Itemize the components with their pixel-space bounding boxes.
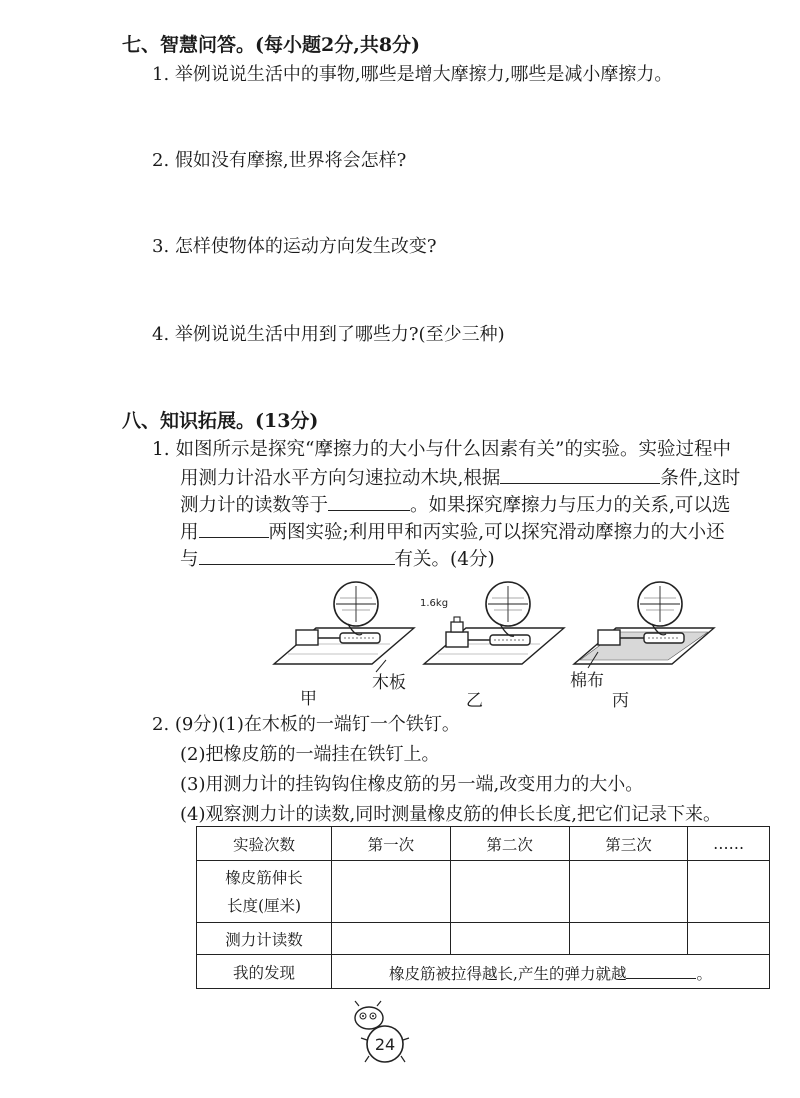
q1-line-3-end: 。如果探究摩擦力与压力的关系,可以选 (410, 495, 731, 516)
section7-question-3: 3. 怎样使物体的运动方向发生改变? (152, 236, 437, 257)
experiment-record-table (196, 826, 770, 989)
q1-line-4-start: 用 (180, 522, 199, 543)
page-number: 24 (374, 1035, 396, 1054)
q1-line-4-end: 两图实验;利用甲和丙实验,可以探究滑动摩擦力的大小还 (268, 522, 725, 543)
table-header-row (197, 827, 770, 861)
table-row-finding (197, 955, 770, 989)
setup-yi-apparatus (424, 582, 564, 664)
section8-heading: 八、知识拓展。(13分) (122, 410, 319, 432)
q1-line-1: 1. 如图所示是探究“摩擦力的大小与什么因素有关”的实验。实验过程中 (152, 439, 731, 460)
header-trial-count: 实验次数 (197, 827, 332, 861)
q1-line-3-start: 测力计的读数等于 (180, 495, 329, 516)
q1-line-2 (180, 463, 740, 492)
section7-heading: 七、智慧问答。(每小题2分,共8分) (122, 34, 421, 56)
finding-text: 橡皮筋被拉得越长,产生的弹力就越 (389, 964, 627, 983)
setup-jia-apparatus (274, 582, 414, 664)
table-row-stretch (197, 861, 770, 923)
section7-question-1: 1. 举例说说生活中的事物,哪些是增大摩擦力,哪些是减小摩擦力。 (152, 64, 673, 85)
cell-force-2[interactable] (450, 923, 569, 955)
caption-jia: 甲 (300, 689, 317, 709)
cell-stretch-3[interactable] (569, 861, 688, 923)
answer-blank-reading[interactable] (328, 490, 410, 511)
header-ellipsis: …… (688, 827, 770, 861)
cell-force-4[interactable] (688, 923, 770, 955)
section7-question-2: 2. 假如没有摩擦,世界将会怎样? (152, 150, 407, 171)
row-label-force-reading: 测力计读数 (197, 923, 332, 955)
header-third: 第三次 (569, 827, 688, 861)
q2-step-3: (3)用测力计的挂钩钩住橡皮筋的另一端,改变用力的大小。 (180, 774, 644, 795)
cell-force-3[interactable] (569, 923, 688, 955)
q1-line-5-end: 有关。(4分) (394, 549, 495, 570)
table-row-force (197, 923, 770, 955)
weight-label: 1.6kg (420, 598, 449, 609)
q1-line-3 (180, 490, 730, 519)
friction-experiment-figure (268, 580, 788, 680)
caption-yi: 乙 (466, 691, 483, 711)
answer-blank-condition[interactable] (500, 463, 660, 484)
answer-blank-finding[interactable] (626, 960, 696, 979)
row-label-finding: 我的发现 (197, 955, 332, 989)
q1-line-5-start: 与 (180, 549, 199, 570)
page-number-badge (345, 1000, 425, 1066)
answer-blank-factor[interactable] (199, 544, 395, 565)
q1-line-5 (180, 544, 495, 573)
callout-wooden-board: 木板 (372, 673, 406, 693)
header-first: 第一次 (332, 827, 451, 861)
finding-sentence (332, 955, 770, 989)
row-label-stretch-line-2: 长度(厘米) (226, 896, 302, 915)
section7-question-4: 4. 举例说说生活中用到了哪些力?(至少三种) (152, 324, 505, 345)
caption-bing: 丙 (612, 691, 629, 711)
row-label-stretch-length (197, 861, 332, 923)
q2-step-4: (4)观察测力计的读数,同时测量橡皮筋的伸长长度,把它们记录下来。 (180, 804, 721, 825)
header-second: 第二次 (450, 827, 569, 861)
cell-stretch-4[interactable] (688, 861, 770, 923)
cell-force-1[interactable] (332, 923, 451, 955)
answer-blank-figures[interactable] (199, 517, 269, 538)
finding-end: 。 (696, 964, 712, 983)
q1-line-2-end: 条件,这时 (660, 468, 741, 489)
setup-bing-apparatus (574, 582, 714, 664)
cell-stretch-2[interactable] (450, 861, 569, 923)
q2-step-2: (2)把橡皮筋的一端挂在铁钉上。 (180, 744, 440, 765)
row-label-stretch-line-1: 橡皮筋伸长 (225, 868, 303, 887)
callout-cotton-cloth: 棉布 (570, 671, 604, 691)
q1-line-2-start: 用测力计沿水平方向匀速拉动木块,根据 (180, 468, 501, 489)
q1-line-4 (180, 517, 725, 546)
q2-step-1: 2. (9分)(1)在木板的一端钉一个铁钉。 (152, 714, 460, 735)
cell-stretch-1[interactable] (332, 861, 451, 923)
bug-head-icon (355, 1007, 383, 1029)
